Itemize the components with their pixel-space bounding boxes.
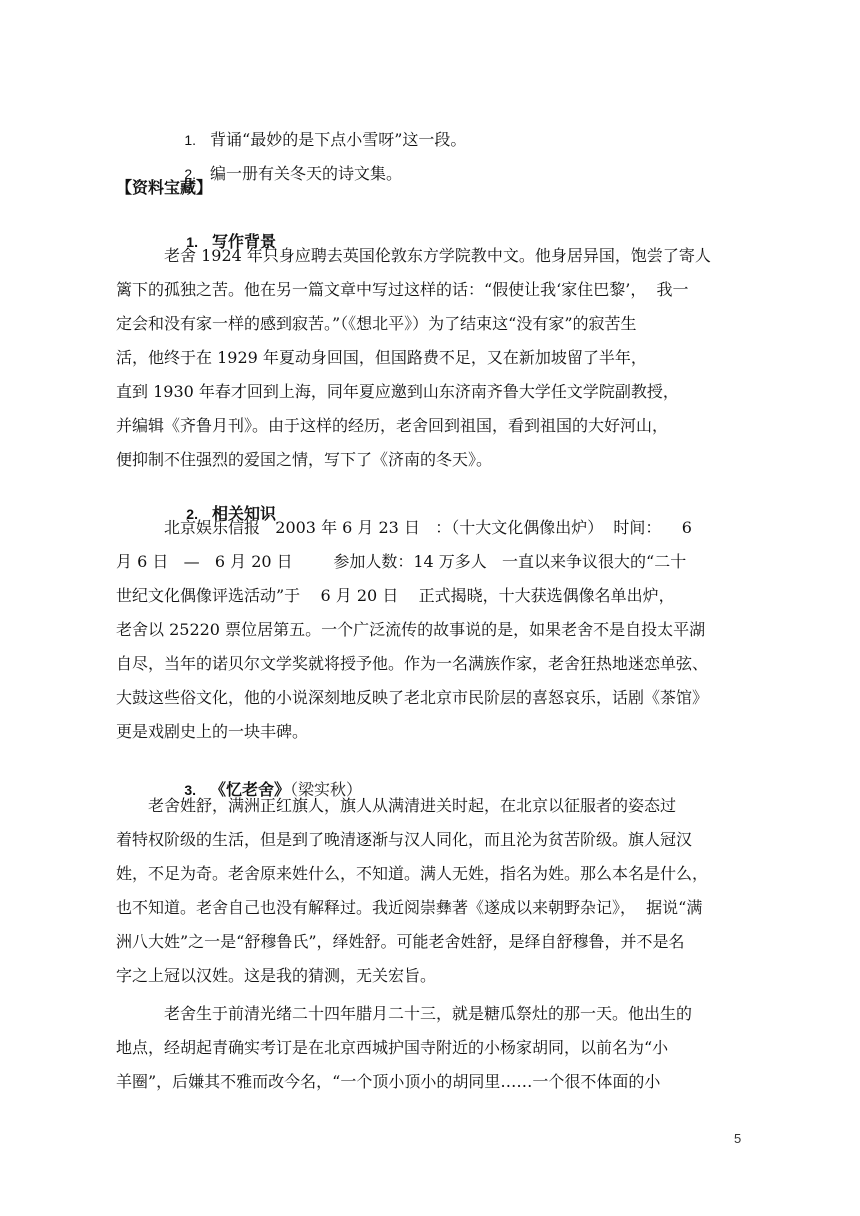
page-number: 5	[734, 1131, 742, 1146]
text-line: 老舍 1924 年只身应聘去英国伦敦东方学院教中文。他身居异国，饱尝了寄人	[164, 246, 711, 265]
text-line: 字之上冠以汉姓。这是我的猜测，无关宏旨。	[116, 966, 437, 985]
text-line: 老舍生于前清光绪二十四年腊月二十三，就是糖瓜祭灶的那一天。他出生的	[164, 1004, 693, 1023]
subsection-number: 1.	[186, 234, 198, 250]
text-line: 姓，不足为奇。老舍原来姓什么，不知道。满人无姓，指名为姓。那么本名是什么，	[116, 864, 709, 883]
text-line: 篱下的孤独之苦。他在另一篇文章中写过这样的话：“假使让我‘家住巴黎’， 我一	[116, 280, 689, 299]
subsection-author: （梁实秋）	[290, 780, 363, 799]
text-line: 月 6 日 — 6 月 20 日 参加人数：14 万多人 一直以来争议很大的“二十	[116, 552, 687, 571]
section-title: 【资料宝藏】	[116, 178, 213, 197]
text-line: 世纪文化偶像评选活动”于 6 月 20 日 正式揭晓，十大获选偶像名单出炉，	[116, 586, 675, 605]
text-line: 大鼓这些俗文化，他的小说深刻地反映了老北京市民阶层的喜怒哀乐，话剧《茶馆》	[116, 688, 709, 707]
text-line: 并编辑《齐鲁月刊》。由于这样的经历，老舍回到祖国，看到祖国的大好河山，	[116, 416, 669, 435]
text-line: 着特权阶级的生活，但是到了晚清逐渐与汉人同化，而且沦为贫苦阶级。旗人冠汉	[116, 830, 693, 849]
text-line: 北京娱乐信报 2003 年 6 月 23 日 ：（十大文化偶像出炉） 时间： 6	[164, 518, 692, 537]
text-line: 便抑制不住强烈的爱国之情，写下了《济南的冬天》。	[116, 450, 493, 469]
subsection-title: 写作背景	[211, 232, 276, 251]
text-line: 定会和没有家一样的感到寂苦。”（《想北平》）为了结束这“没有家”的寂苦生	[116, 314, 637, 333]
text-line: 自尽，当年的诺贝尔文学奖就将授予他。作为一名满族作家，老舍狂热地迷恋单弦、	[116, 654, 709, 673]
text-line: 更是戏剧史上的一块丰碑。	[116, 722, 309, 741]
text-line: 活，他终于在 1929 年夏动身回国，但国路费不足，又在新加坡留了半年，	[116, 348, 647, 367]
subsection-title: 《忆老舍》	[210, 780, 291, 799]
task-number: 2.	[184, 166, 197, 182]
text-line: 也不知道。老舍自己也没有解释过。我近阅崇彝著《遂成以来朝野杂记》， 据说“满	[116, 898, 703, 917]
subsection-number: 2.	[186, 506, 198, 522]
text-line: 直到 1930 年春才回到上海，同年夏应邀到山东济南齐鲁大学任文学院副教授，	[116, 382, 679, 401]
task-number: 1.	[184, 132, 197, 148]
subsection-number: 3.	[184, 782, 197, 798]
text-line: 羊圈”，后嫌其不雅而改今名，“一个顶小顶小的胡同里……一个很不体面的小	[116, 1072, 661, 1091]
task-text: 背诵“最妙的是下点小雪呀”这一段。	[210, 130, 467, 149]
subsection-title: 相关知识	[211, 504, 276, 523]
text-line: 洲八大姓”之一是“舒穆鲁氏”，绎姓舒。可能老舍姓舒，是绎自舒穆鲁，并不是名	[116, 932, 685, 951]
text-line: 老舍以 25220 票位居第五。一个广泛流传的故事说的是，如果老舍不是自投太平湖	[116, 620, 706, 639]
text-line: 地点，经胡起青确实考订是在北京西城护国寺附近的小杨家胡同，以前名为“小	[116, 1038, 669, 1057]
task-text: 编一册有关冬天的诗文集。	[210, 164, 403, 183]
text-line: 老舍姓舒，满洲正红旗人，旗人从满清进关时起，在北京以征服者的姿态过	[148, 796, 677, 815]
